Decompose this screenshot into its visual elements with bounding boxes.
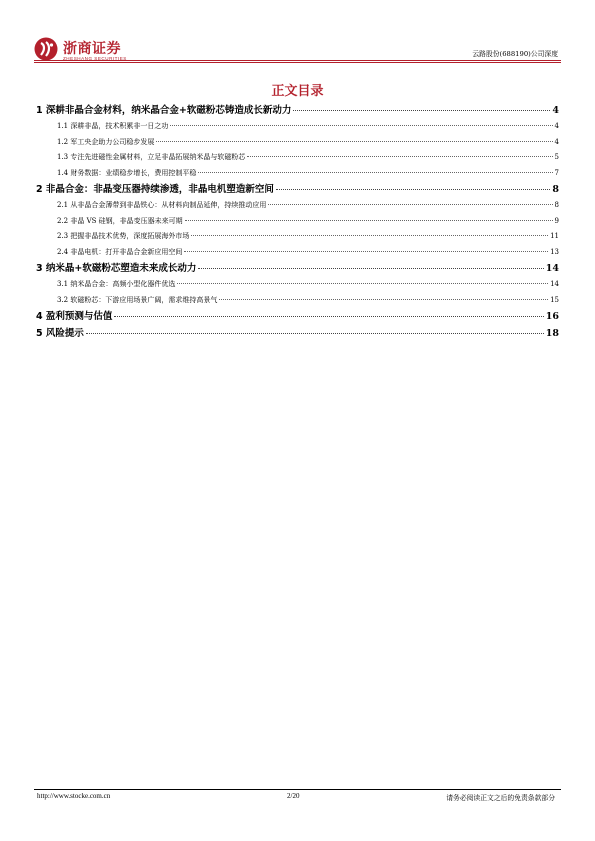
toc-entry-subsection[interactable] <box>36 198 559 214</box>
dot-leader <box>185 220 553 221</box>
toc-entry-page: 14 <box>545 263 559 274</box>
toc-entry-subsection[interactable] <box>36 119 559 135</box>
toc-entry-page: 9 <box>554 216 559 225</box>
toc-entry-title: 1 深耕非晶合金材料，纳米晶合金+软磁粉芯铸造成长新动力 <box>36 105 292 116</box>
toc-entry-section[interactable] <box>36 181 559 198</box>
dot-leader <box>177 283 548 284</box>
toc-entry-page: 11 <box>550 232 559 240</box>
toc-entry-section[interactable] <box>36 260 559 277</box>
toc-entry-page: 13 <box>550 247 559 256</box>
toc-entry-subsection[interactable] <box>36 229 559 245</box>
toc-entry-page: 7 <box>554 168 559 177</box>
page-number: 2/20 <box>287 792 300 800</box>
toc-entry-title: 2.1 从非晶合金薄带到非晶铁心：从材料向制品延伸，持续推动应用 <box>57 201 267 209</box>
toc-entry-title: 3 纳米晶+软磁粉芯塑造未来成长动力 <box>36 263 197 274</box>
dot-leader <box>184 251 548 252</box>
dot-leader <box>170 125 552 126</box>
dot-leader <box>268 204 552 205</box>
toc-entry-title: 2.4 非晶电机：打开非晶合金新应用空间 <box>57 247 183 256</box>
dot-leader <box>293 110 550 111</box>
toc-entry-section[interactable] <box>36 325 559 342</box>
toc-entry-section[interactable] <box>36 308 559 325</box>
toc-entry-subsection[interactable] <box>36 245 559 261</box>
dot-leader <box>276 189 550 190</box>
toc-entry-subsection[interactable] <box>36 135 559 151</box>
toc-entry-page: 15 <box>550 295 559 304</box>
toc-entry-section[interactable] <box>36 102 559 119</box>
toc-entry-page: 18 <box>545 328 559 339</box>
toc-entry-title: 3.1 纳米晶合金：高频小型化器件优选 <box>57 280 176 288</box>
logo-text-cn: 浙商证券 <box>63 41 121 57</box>
report-label: 云路股份(688190)公司深度 <box>472 50 558 58</box>
dot-leader <box>86 333 544 334</box>
dot-leader <box>114 316 543 317</box>
toc-entry-page: 16 <box>545 311 559 322</box>
logo-text-en: ZHESHANG SECURITIES <box>63 56 127 61</box>
dot-leader <box>219 299 548 300</box>
toc-entry-title: 1.2 军工央企助力公司稳步发展 <box>57 137 155 146</box>
toc-entry-page: 4 <box>554 122 559 130</box>
header-divider <box>34 60 561 61</box>
toc-entry-title: 3.2 软磁粉芯：下游应用场景广阔，需求维持高景气 <box>57 295 218 304</box>
toc-entry-page: 4 <box>552 105 559 116</box>
table-of-contents <box>36 102 559 342</box>
dot-leader <box>198 172 552 173</box>
dot-leader <box>156 141 552 142</box>
toc-entry-subsection[interactable] <box>36 277 559 293</box>
toc-entry-title: 1.1 深耕非晶，技术积累非一日之功 <box>57 122 169 130</box>
toc-entry-title: 1.3 专注先进磁性金属材料，立足非晶拓展纳米晶与软磁粉芯 <box>57 153 246 161</box>
zheshang-logo-icon <box>34 37 58 61</box>
toc-entry-page: 8 <box>554 201 559 209</box>
dot-leader <box>247 156 552 157</box>
toc-entry-title: 4 盈利预测与估值 <box>36 311 113 322</box>
toc-entry-title: 2 非晶合金：非晶变压器持续渗透，非晶电机塑造新空间 <box>36 184 274 195</box>
dot-leader <box>191 235 548 236</box>
toc-entry-subsection[interactable] <box>36 150 559 166</box>
footer-disclaimer: 请务必阅读正文之后的免责条款部分 <box>446 794 555 802</box>
toc-entry-subsection[interactable] <box>36 293 559 309</box>
footer-url[interactable]: http://www.stocke.com.cn <box>37 792 111 800</box>
toc-title: 正文目录 <box>271 84 324 99</box>
toc-entry-title: 2.3 把握非晶技术优势，深度拓展海外市场 <box>57 232 190 240</box>
toc-entry-title: 2.2 非晶 VS 硅钢，非晶变压器未来可期 <box>57 216 183 225</box>
toc-entry-page: 4 <box>554 137 559 146</box>
toc-entry-page: 8 <box>552 184 559 195</box>
toc-entry-title: 1.4 财务数据：业绩稳步增长，费用控制平稳 <box>57 168 197 177</box>
toc-entry-page: 5 <box>554 153 559 161</box>
header-divider-thin <box>34 62 561 63</box>
toc-entry-subsection[interactable] <box>36 214 559 230</box>
footer-divider <box>34 789 561 790</box>
toc-entry-title: 5 风险提示 <box>36 328 84 339</box>
toc-entry-subsection[interactable] <box>36 166 559 182</box>
toc-entry-page: 14 <box>550 280 559 288</box>
dot-leader <box>198 268 543 269</box>
